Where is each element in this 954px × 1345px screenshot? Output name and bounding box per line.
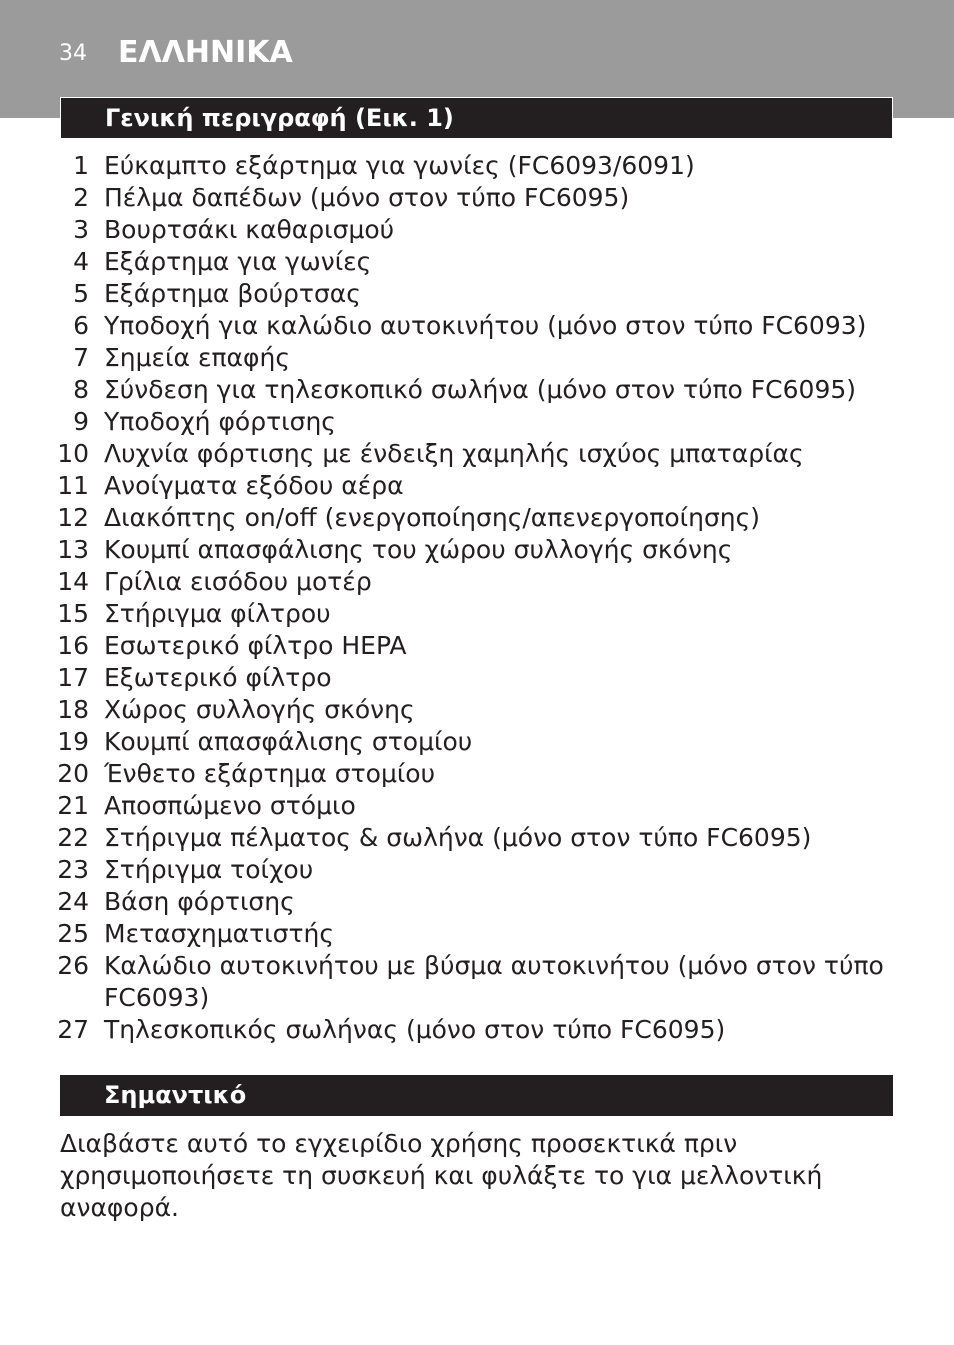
list-item: [40, 310, 900, 342]
list-item-text: Τηλεσκοπικός σωλήνας (μόνο στον τύπο FC6095): [104, 1015, 726, 1044]
list-item-text: Κουμπί απασφάλισης του χώρου συλλογής σκόνης: [104, 535, 733, 564]
list-item: [40, 374, 900, 406]
list-item: [40, 950, 900, 1014]
list-item-text: Βάση φόρτισης: [104, 887, 295, 916]
list-item-number: 1: [73, 151, 89, 180]
list-item-text: Μετασχηματιστής: [104, 919, 335, 948]
list-item: [40, 758, 900, 790]
list-item-text: Στήριγμα φίλτρου: [104, 599, 331, 628]
list-item-number: 12: [57, 503, 89, 532]
list-item-number: 15: [57, 599, 89, 628]
section-heading-general-description: Γενική περιγραφή (Εικ. 1): [60, 97, 893, 139]
list-item-text: Υποδοχή φόρτισης: [104, 407, 336, 436]
list-item: [40, 182, 900, 214]
list-item-number: 17: [57, 663, 89, 692]
list-item-number: 7: [73, 343, 89, 372]
list-item-number: 11: [57, 471, 89, 500]
list-item-number: 25: [57, 919, 89, 948]
list-item-text: Υποδοχή για καλώδιο αυτοκινήτου (μόνο στον τύπο FC6093): [104, 311, 867, 340]
list-item-text: Αποσπώμενο στόμιο: [104, 791, 356, 820]
important-paragraph: Διαβάστε αυτό το εγχειρίδιο χρήσης προσεκτικά πριν χρησιμοποιήσετε τη συσκευή και φυλάξτε το για μελλοντική αναφορά.: [60, 1129, 823, 1222]
list-item-text: Κουμπί απασφάλισης στομίου: [104, 727, 473, 756]
list-item: [40, 470, 900, 502]
list-item: [40, 566, 900, 598]
list-item: [40, 342, 900, 374]
list-item: [40, 854, 900, 886]
list-item: [40, 694, 900, 726]
list-item-number: 23: [57, 855, 89, 884]
list-item: [40, 246, 900, 278]
list-item-number: 27: [57, 1015, 89, 1044]
list-item: [40, 886, 900, 918]
list-item-text: Σύνδεση για τηλεσκοπικό σωλήνα (μόνο στον τύπο FC6095): [104, 375, 857, 404]
list-item-number: 18: [57, 695, 89, 724]
list-item-number: 26: [57, 951, 89, 980]
list-item: [40, 726, 900, 758]
list-item-text: Σημεία επαφής: [104, 343, 290, 372]
list-item-text: Εξάρτημα για γωνίες: [104, 247, 372, 276]
list-item-number: 10: [57, 439, 89, 468]
list-item: [40, 790, 900, 822]
list-item-text: Λυχνία φόρτισης με ένδειξη χαμηλής ισχύος μπαταρίας: [104, 439, 804, 468]
list-item-text: Καλώδιο αυτοκινήτου με βύσμα αυτοκινήτου (μόνο στον τύπο FC6093): [104, 951, 884, 1012]
list-item-text: Εξωτερικό φίλτρο: [104, 663, 332, 692]
list-item-number: 4: [73, 247, 89, 276]
list-item-number: 6: [73, 311, 89, 340]
list-item: [40, 630, 900, 662]
list-item-number: 9: [73, 407, 89, 436]
list-item-text: Στήριγμα πέλματος & σωλήνα (μόνο στον τύπο FC6095): [104, 823, 812, 852]
list-item-number: 19: [57, 727, 89, 756]
list-item-number: 20: [57, 759, 89, 788]
list-item: [40, 438, 900, 470]
list-item-text: Γρίλια εισόδου μοτέρ: [104, 567, 372, 596]
list-item-number: 16: [57, 631, 89, 660]
list-item-number: 22: [57, 823, 89, 852]
list-item: [40, 406, 900, 438]
list-item-text: Χώρος συλλογής σκόνης: [104, 695, 415, 724]
list-item-number: 3: [73, 215, 89, 244]
list-item: [40, 918, 900, 950]
list-item-text: Πέλμα δαπέδων (μόνο στον τύπο FC6095): [104, 183, 630, 212]
list-item: [40, 534, 900, 566]
list-item: [40, 214, 900, 246]
list-item-text: Διακόπτης on/off (ενεργοποίησης/απενεργοποίησης): [104, 503, 761, 532]
list-item-number: 8: [73, 375, 89, 404]
list-item: [40, 150, 900, 182]
list-item: [40, 822, 900, 854]
list-item-number: 24: [57, 887, 89, 916]
list-item-text: Εξάρτημα βούρτσας: [104, 279, 361, 308]
list-item: [40, 278, 900, 310]
parts-list: [40, 150, 900, 1046]
list-item-text: Ένθετο εξάρτημα στομίου: [104, 759, 436, 788]
list-item-text: Στήριγμα τοίχου: [104, 855, 314, 884]
language-title: ΕΛΛΗΝΙΚΑ: [118, 35, 293, 70]
list-item-number: 5: [73, 279, 89, 308]
list-item-text: Εσωτερικό φίλτρο HEPA: [104, 631, 407, 660]
page-number: 34: [59, 41, 87, 66]
list-item-text: Βουρτσάκι καθαρισμού: [104, 215, 395, 244]
list-item: [40, 598, 900, 630]
list-item: [40, 662, 900, 694]
list-item-number: 13: [57, 535, 89, 564]
list-item-number: 14: [57, 567, 89, 596]
list-item-number: 21: [57, 791, 89, 820]
list-item-text: Ανοίγματα εξόδου αέρα: [104, 471, 404, 500]
list-item-text: Εύκαμπτο εξάρτημα για γωνίες (FC6093/6091): [104, 151, 695, 180]
list-item: [40, 1014, 900, 1046]
section-heading-important: Σημαντικό: [60, 1075, 893, 1116]
list-item-number: 2: [73, 183, 89, 212]
list-item: [40, 502, 900, 534]
